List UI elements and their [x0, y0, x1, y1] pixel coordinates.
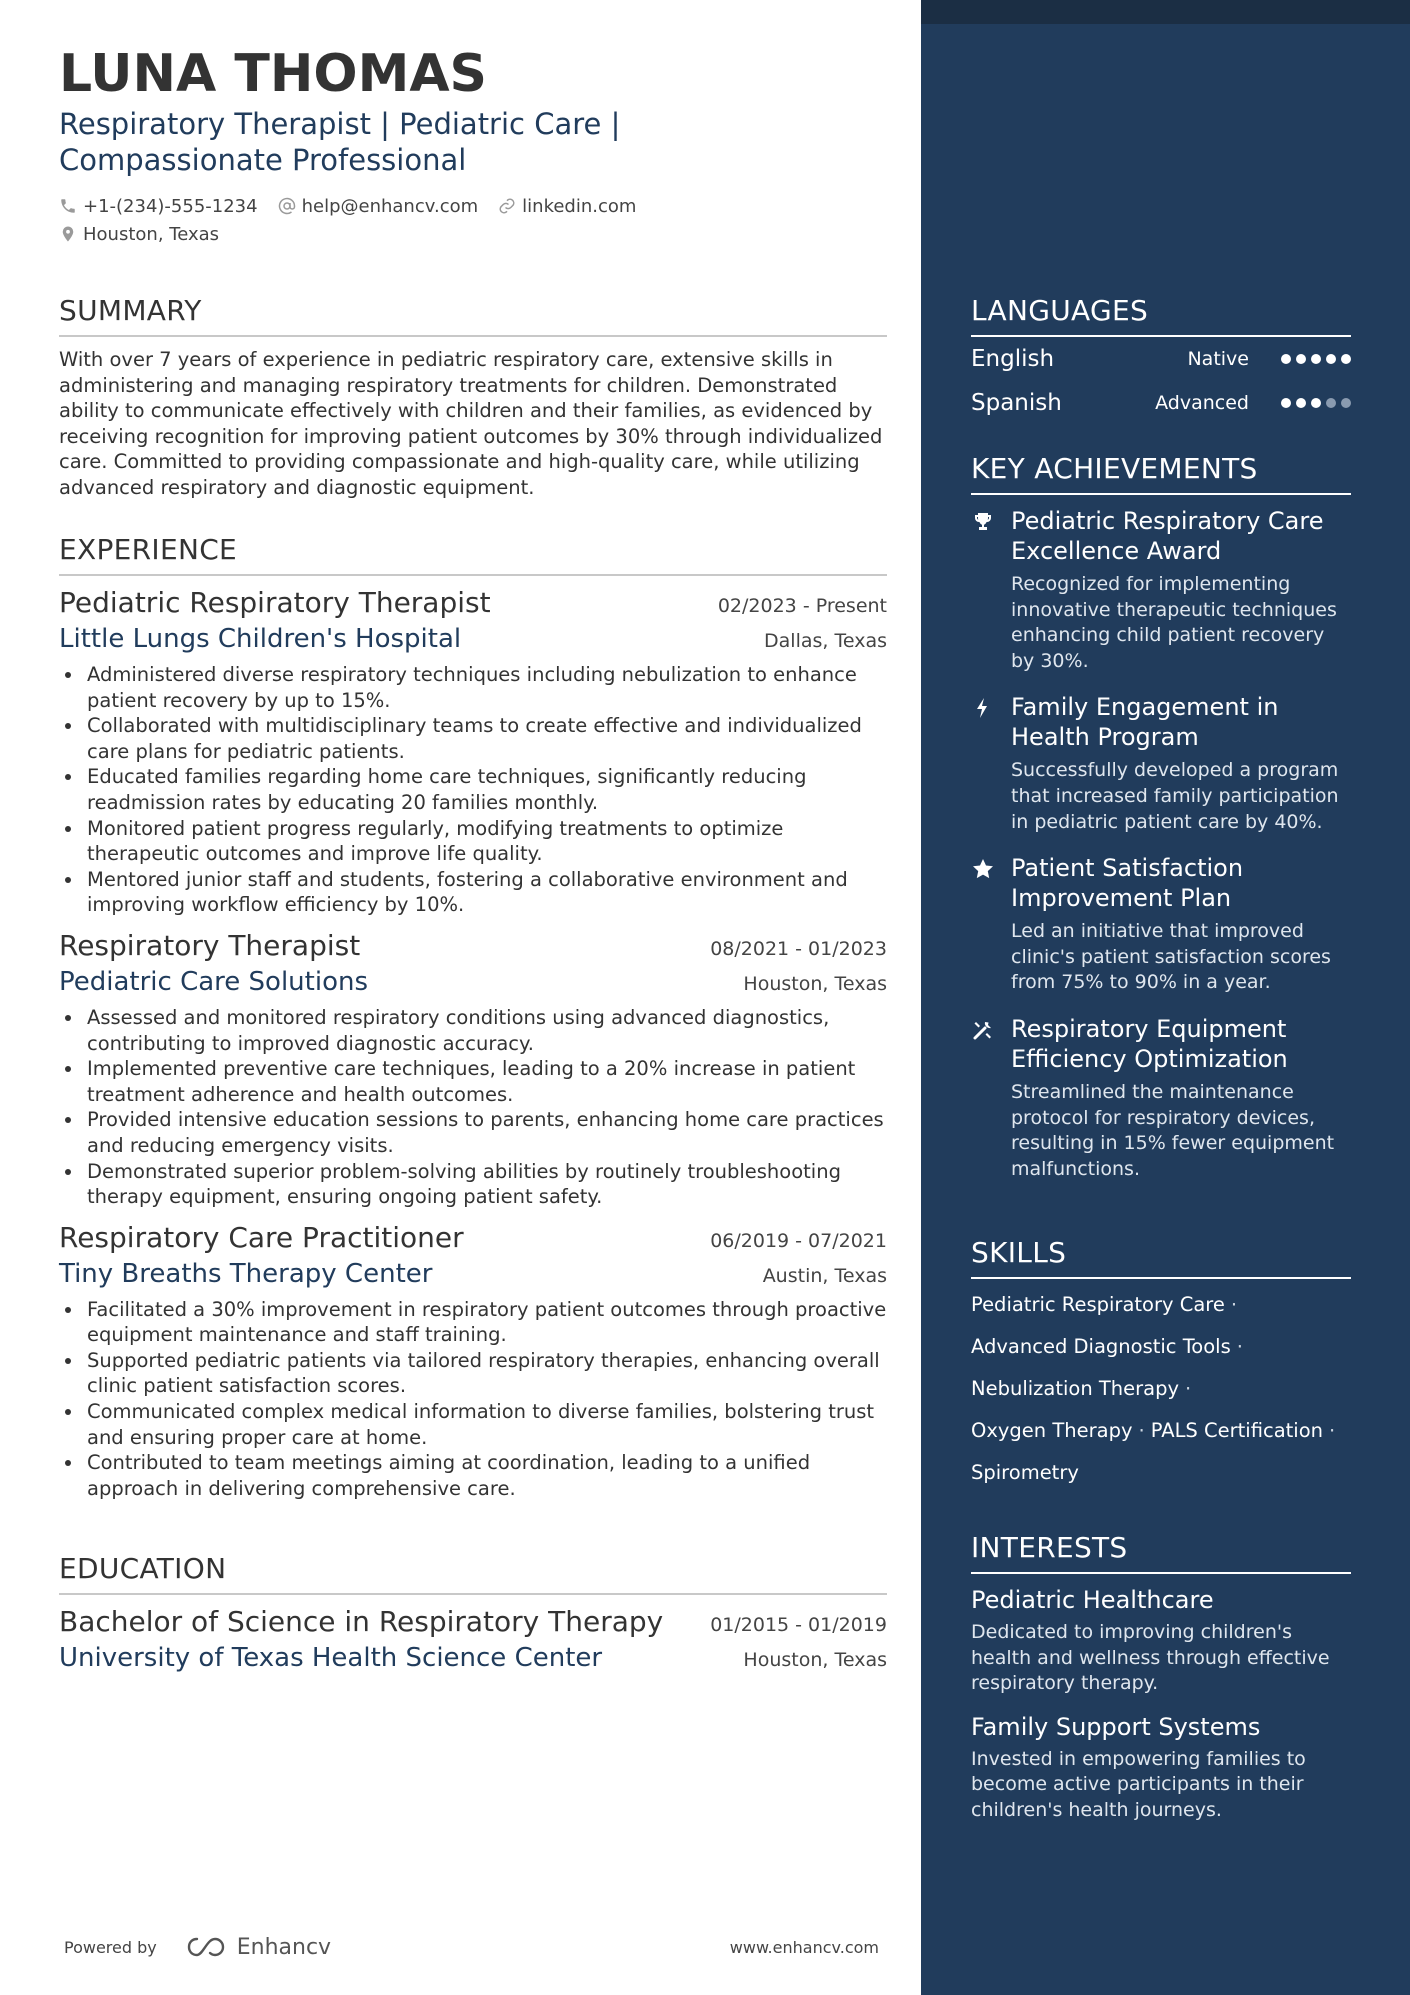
bullet-item: Facilitated a 30% improvement in respiratory patient outcomes through proactive equipment maintenance and staff training. — [59, 1297, 887, 1348]
achievements-section — [971, 452, 1351, 1182]
experience-section — [59, 533, 887, 1501]
language-rating — [1281, 398, 1351, 408]
rating-dot-filled — [1311, 398, 1321, 408]
language-level: Native — [1187, 348, 1249, 370]
brand-name: Enhancv — [236, 1934, 332, 1960]
interest-title: Pediatric Healthcare — [971, 1586, 1214, 1614]
contact-info — [59, 192, 759, 248]
language-rating — [1281, 354, 1351, 364]
summary-title: SUMMARY — [59, 294, 887, 337]
rating-dot-filled — [1341, 354, 1351, 364]
job-entry — [59, 1221, 887, 1502]
sidebar — [921, 0, 1410, 1995]
bullet-item: Contributed to team meetings aiming at coordination, leading to a unified approach in delivering comprehensive care. — [59, 1450, 887, 1501]
job-entry — [59, 929, 887, 1210]
phone-text: +1-(234)-555-1234 — [83, 195, 258, 217]
tools-icon — [971, 1018, 995, 1042]
achievement-item — [971, 692, 1351, 835]
bullet-item: Collaborated with multidisciplinary teams to create effective and individualized care plans for pediatric patients. — [59, 713, 887, 764]
email-contact[interactable] — [278, 196, 479, 217]
languages-title: LANGUAGES — [971, 294, 1351, 337]
at-icon — [278, 197, 296, 215]
bullet-item: Supported pediatric patients via tailored respiratory therapies, enhancing overall clinic patient satisfaction scores. — [59, 1348, 887, 1399]
bullet-item: Provided intensive education sessions to parents, enhancing home care practices and reducing emergency visits. — [59, 1107, 887, 1158]
school-name: University of Texas Health Science Center — [59, 1643, 603, 1673]
language-row — [971, 337, 1351, 381]
education-title: EDUCATION — [59, 1552, 887, 1595]
degree-title: Bachelor of Science in Respiratory Therapy — [59, 1605, 664, 1638]
education-entry — [59, 1605, 887, 1681]
skills-title: SKILLS — [971, 1236, 1351, 1279]
skills-list — [971, 1283, 1351, 1493]
job-location: Houston, Texas — [743, 972, 887, 995]
job-date: 02/2023 - Present — [717, 595, 887, 617]
summary-section — [59, 294, 887, 501]
interest-item — [971, 1584, 1351, 1697]
job-date: 08/2021 - 01/2023 — [710, 937, 887, 960]
achievements-title: KEY ACHIEVEMENTS — [971, 452, 1351, 495]
sidebar-top-bar — [921, 0, 1410, 24]
location-text: Houston, Texas — [83, 223, 220, 245]
job-title: Respiratory Therapist — [59, 928, 361, 962]
skill-item: Advanced Diagnostic Tools — [971, 1334, 1231, 1358]
languages-section — [971, 294, 1351, 425]
skill-separator: · — [1230, 1292, 1238, 1316]
lightning-icon — [971, 696, 995, 720]
skill-separator: · — [1185, 1376, 1192, 1400]
achievement-title: Patient Satisfaction Improvement Plan — [1011, 854, 1244, 913]
achievement-title: Family Engagement in Health Program — [1011, 693, 1279, 752]
achievement-item — [971, 1014, 1351, 1182]
skills-section — [971, 1236, 1351, 1493]
job-company: Little Lungs Children's Hospital — [59, 624, 462, 654]
job-title: Respiratory Care Practitioner — [59, 1220, 464, 1254]
site-link[interactable]: www.enhancv.com — [729, 1937, 879, 1957]
summary-text: With over 7 years of experience in pediatric respiratory care, extensive skills in administering and managing respiratory treatments for children. Demonstrated ability to communicate effectively with children and their families, as evidenced by receiving recognition for improving patient outcomes by 30% through individualized care. Committed to providing compassionate and high-quality care, while utilizing advanced respiratory and diagnostic equipment. — [59, 348, 883, 499]
location-pin-icon — [59, 225, 77, 243]
job-bullets — [59, 662, 887, 918]
infinity-logo-icon — [185, 1935, 231, 1959]
bullet-item: Implemented preventive care techniques, leading to a 20% increase in patient treatment adherence and health outcomes. — [59, 1056, 887, 1107]
linkedin-contact[interactable] — [498, 196, 636, 217]
interest-item — [971, 1711, 1351, 1824]
enhancv-logo[interactable] — [185, 1935, 331, 1960]
trophy-icon — [971, 510, 995, 534]
bullet-item: Administered diverse respiratory techniques including nebulization to enhance patient recovery by up to 15%. — [59, 662, 887, 713]
interest-desc: Dedicated to improving children's health and wellness through effective respiratory therapy. — [971, 1621, 1330, 1695]
job-company: Pediatric Care Solutions — [59, 966, 369, 997]
rating-dot-filled — [1281, 354, 1291, 364]
job-location: Austin, Texas — [762, 1264, 887, 1287]
education-section — [59, 1552, 887, 1681]
phone-icon — [59, 197, 77, 215]
skill-item: PALS Certification — [1150, 1418, 1324, 1442]
achievement-desc: Recognized for implementing innovative therapeutic techniques enhancing child patient recovery by 30%. — [1011, 573, 1337, 672]
interests-title: INTERESTS — [971, 1531, 1351, 1574]
job-date: 06/2019 - 07/2021 — [710, 1229, 887, 1252]
rating-dot-filled — [1281, 398, 1291, 408]
interests-section — [971, 1531, 1351, 1824]
rating-dot-empty — [1341, 398, 1351, 408]
skill-separator: · — [1236, 1334, 1243, 1358]
skill-separator: · — [1329, 1418, 1336, 1442]
skill-item: Spirometry — [971, 1460, 1079, 1484]
rating-dot-filled — [1311, 354, 1321, 364]
language-name: Spanish — [971, 390, 1062, 416]
bullet-item: Assessed and monitored respiratory conditions using advanced diagnostics, contributing to improved diagnostic accuracy. — [59, 1005, 887, 1056]
job-entry — [59, 586, 887, 918]
rating-dot-empty — [1326, 398, 1336, 408]
language-row — [971, 381, 1351, 425]
bullet-item: Demonstrated superior problem-solving abilities by routinely troubleshooting therapy equipment, ensuring ongoing patient safety. — [59, 1159, 887, 1210]
education-date: 01/2015 - 01/2019 — [710, 1614, 887, 1636]
language-name: English — [971, 346, 1055, 372]
bullet-item: Monitored patient progress regularly, modifying treatments to optimize therapeutic outcomes and improve life quality. — [59, 816, 887, 867]
achievement-item — [971, 506, 1351, 674]
bullet-item: Educated families regarding home care techniques, significantly reducing readmission rates by educating 20 families monthly. — [59, 764, 887, 815]
rating-dot-filled — [1326, 354, 1336, 364]
skill-separator: · — [1138, 1418, 1145, 1442]
interest-desc: Invested in empowering families to become active participants in their children's health journeys. — [971, 1747, 1306, 1821]
candidate-subtitle: Respiratory Therapist | Pediatric Care | Compassionate Professional — [59, 107, 621, 177]
rating-dot-filled — [1296, 398, 1306, 408]
rating-dot-filled — [1296, 354, 1306, 364]
job-company: Tiny Breaths Therapy Center — [59, 1258, 433, 1289]
job-bullets — [59, 1297, 887, 1502]
achievement-desc: Streamlined the maintenance protocol for respiratory devices, resulting in 15% fewer equipment malfunctions. — [1011, 1080, 1335, 1180]
star-icon — [971, 857, 995, 881]
skill-item: Pediatric Respiratory Care — [971, 1292, 1225, 1316]
link-icon — [498, 197, 516, 215]
bullet-item: Mentored junior staff and students, fostering a collaborative environment and improving workflow efficiency by 10%. — [59, 867, 887, 918]
achievement-title: Respiratory Equipment Efficiency Optimization — [1011, 1014, 1288, 1073]
job-location: Dallas, Texas — [764, 630, 887, 652]
email-text: help@enhancv.com — [301, 195, 479, 217]
phone-contact[interactable] — [59, 196, 258, 217]
language-level: Advanced — [1155, 392, 1249, 414]
interest-title: Family Support Systems — [971, 1712, 1261, 1741]
powered-by — [64, 1935, 331, 1960]
school-location: Houston, Texas — [743, 1649, 887, 1671]
job-title: Pediatric Respiratory Therapist — [59, 586, 491, 619]
bullet-item: Communicated complex medical information to diverse families, bolstering trust and ensuring proper care at home. — [59, 1399, 887, 1450]
achievement-desc: Led an initiative that improved clinic's patient satisfaction scores from 75% to 90% in a year. — [1011, 920, 1331, 994]
achievement-desc: Successfully developed a program that increased family participation in pediatric patient care by 40%. — [1011, 759, 1339, 833]
skill-item: Oxygen Therapy — [971, 1418, 1133, 1442]
footer — [64, 1932, 879, 1962]
achievement-title: Pediatric Respiratory Care Excellence Award — [1011, 507, 1324, 565]
powered-by-label: Powered by — [64, 1937, 157, 1957]
achievement-item — [971, 853, 1351, 996]
location-contact — [59, 224, 219, 245]
candidate-name: LUNA THOMAS — [59, 44, 488, 104]
skill-item: Nebulization Therapy — [971, 1376, 1180, 1400]
experience-title: EXPERIENCE — [59, 533, 887, 576]
linkedin-text: linkedin.com — [522, 195, 637, 217]
job-bullets — [59, 1005, 887, 1210]
